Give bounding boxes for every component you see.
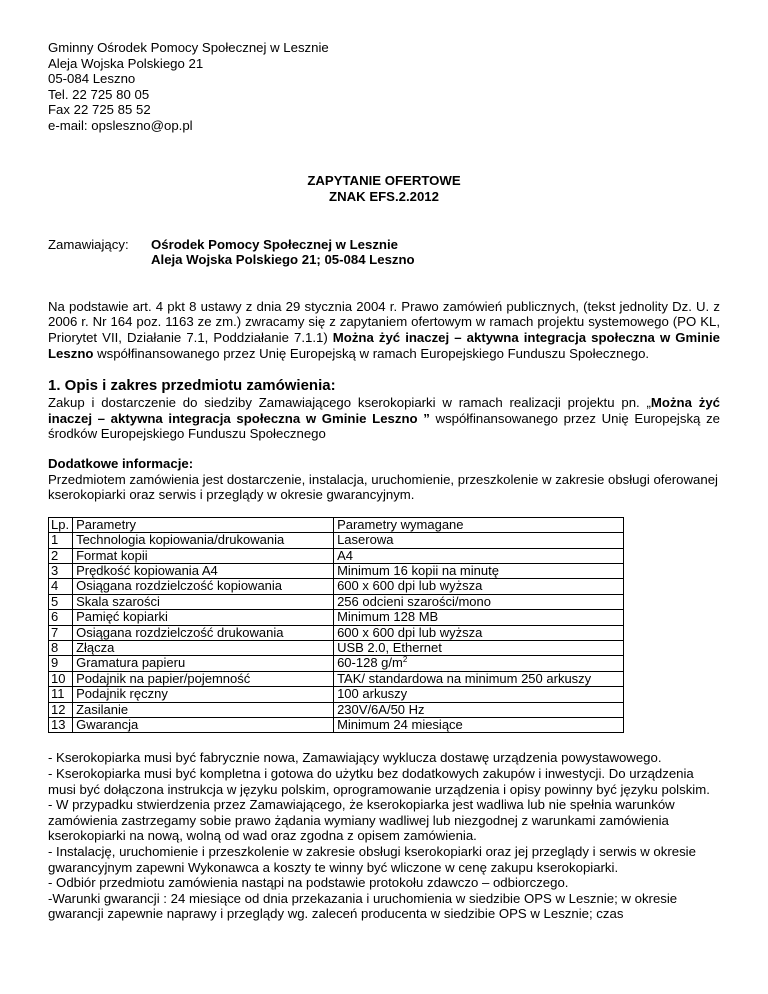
orderer-label: Zamawiający:: [48, 236, 129, 252]
orderer-address: Aleja Wojska Polskiego 21; 05-084 Leszno: [151, 252, 415, 268]
note-item: - Kserokopiarka musi być fabrycznie nowa, Zamawiający wyklucza dostawę urządzenia powystawowego.: [48, 750, 662, 766]
table-row: [49, 533, 624, 548]
parameter-name: Prędkość kopiowania A4: [73, 563, 334, 578]
note-item: -Warunki gwarancji : 24 miesiące od dnia przekazania i uruchomienia w siedzibie OPS w Lesznie; w okresie gwarancji zapewnie naprawy i przeglądy wg. zaleceń producenta w siedzibie OPS w Lesznie; czas: [48, 890, 678, 922]
note-item: - Kserokopiarka musi być kompletna i gotowa do użytku bez dodatkowych zakupów i inwestycji. Do urządzenia musi być dołączona instrukcja w języku polskim, oprogramowanie urządzenia i opisy powinny być języku polskim.: [48, 765, 710, 797]
row-number: 6: [49, 610, 73, 625]
section-1-text: Zakup i dostarczenie do siedziby Zamawiającego kserokopiarki w ramach realizacji projektu pn. „: [48, 395, 651, 411]
parameter-name: Pamięć kopiarki: [73, 610, 334, 625]
parameter-name: Format kopii: [73, 548, 334, 563]
table-row: [49, 610, 624, 625]
sender-address-block: [48, 40, 720, 134]
parameter-name: Gwarancja: [73, 717, 334, 732]
additional-info-heading: Dodatkowe informacje:: [48, 455, 194, 471]
title-line: ZAPYTANIE OFERTOWE: [307, 172, 461, 188]
row-number: 4: [49, 579, 73, 594]
squared-superscript: 2: [402, 655, 408, 665]
table-row: [49, 656, 624, 671]
intro-text-end: współfinansowanego przez Unię Europejską w ramach Europejskiego Funduszu Społecznego.: [93, 345, 650, 361]
orderer-block: [48, 237, 720, 268]
intro-paragraph: [48, 299, 720, 361]
parameter-name: Podajnik ręczny: [73, 687, 334, 702]
parameter-value: 230V/6A/50 Hz: [334, 702, 624, 717]
section-1-heading: 1. Opis i zakres przedmiotu zamówienia:: [48, 377, 336, 395]
document-title: [48, 173, 720, 205]
note-item: - W przypadku stwierdzenia przez Zamawiającego, że kserokopiarka jest wadliwa lub nie spełnia warunków zamówienia zastrzegamy sobie prawo żądania wymiany wadliwej lub niezgodnej z warunkami zamówienia kserokopiarki na nową, wolną od wad oraz zgodna z opisem zamówienia.: [48, 797, 675, 844]
table-row: [49, 579, 624, 594]
row-number: 12: [49, 702, 73, 717]
parameter-name: Złącza: [73, 640, 334, 655]
table-row: [49, 625, 624, 640]
sender-postcode: 05-084 Leszno: [48, 71, 136, 87]
header-cell-required: Parametry wymagane: [334, 517, 624, 532]
parameter-name: Podajnik na papier/pojemność: [73, 671, 334, 686]
table-row: [49, 640, 624, 655]
table-row: [49, 671, 624, 686]
row-number: 2: [49, 548, 73, 563]
parameter-value: 256 odcieni szarości/mono: [334, 594, 624, 609]
intro-text: Na podstawie art. 4 pkt 8 ustawy z dnia 29 stycznia 2004 r. Prawo zamówień publicznych, (tekst jednolity Dz. U. z 2006 r. Nr 164 poz. 1163 ze zm.) zwracamy się z zapytaniem ofertowym w ramach projektu systemowego (PO KL, Priorytet VII, Działanie 7.1, Poddziałanie 7.1.1): [48, 298, 720, 345]
parameter-value: 100 arkuszy: [334, 687, 624, 702]
table-row: [49, 717, 624, 732]
row-number: 11: [49, 687, 73, 702]
parameter-value: [334, 656, 624, 671]
parameter-name: Gramatura papieru: [73, 656, 334, 671]
table-row: [49, 548, 624, 563]
header-cell-parameter: Parametry: [73, 517, 334, 532]
additional-info-text: Przedmiotem zamówienia jest dostarczenie, instalacja, uruchomienie, przeszkolenie w zakresie obsługi oferowanej kserokopiarki oraz serwis i przeglądy w okresie gwarancyjnym.: [48, 471, 718, 503]
section-1-project-name: Można żyć inaczej – aktywna integracja społeczna w Gminie Leszno ”: [48, 395, 721, 426]
intro-project-name: Można żyć inaczej – aktywna integracja społeczna w Gminie Leszno: [48, 329, 720, 361]
parameter-name: Skala szarości: [73, 594, 334, 609]
orderer-name: Ośrodek Pomocy Społecznej w Lesznie: [151, 236, 398, 252]
note-item: - Odbiór przedmiotu zamówienia nastąpi na podstawie protokołu zdawczo – odbiorczego.: [48, 875, 569, 891]
parameter-value: 600 x 600 dpi lub wyższa: [334, 625, 624, 640]
orderer-details: [151, 237, 415, 268]
reference-number: ZNAK EFS.2.2012: [329, 188, 439, 204]
table-row: [49, 702, 624, 717]
parameter-value: USB 2.0, Ethernet: [334, 640, 624, 655]
parameter-value: Minimum 128 MB: [334, 610, 624, 625]
row-number: 3: [49, 563, 73, 578]
note-item: - Instalację, uruchomienie i przeszkolenie w zakresie obsługi kserokopiarki oraz jej przeglądy i serwis w okresie gwarancyjnym zapewni Wykonawca a koszty te winny być wliczone w cenę zakupu kserokopiarki.: [48, 843, 696, 875]
header-cell-lp: Lp.: [49, 517, 73, 532]
parameter-name: Technologia kopiowania/drukowania: [73, 533, 334, 548]
parameter-value: Minimum 16 kopii na minutę: [334, 563, 624, 578]
parameter-value: A4: [334, 548, 624, 563]
table-row: [49, 563, 624, 578]
parameters-table: [48, 517, 624, 734]
document-page: [48, 40, 720, 922]
paper-weight-value: 60-128 g/m: [337, 655, 403, 671]
row-number: 5: [49, 594, 73, 609]
parameter-value: Laserowa: [334, 533, 624, 548]
table-row: [49, 594, 624, 609]
row-number: 13: [49, 717, 73, 732]
table-row: [49, 687, 624, 702]
parameter-value: 600 x 600 dpi lub wyższa: [334, 579, 624, 594]
requirements-notes: [48, 750, 720, 922]
parameter-name: Zasilanie: [73, 702, 334, 717]
sender-phone: Tel. 22 725 80 05: [48, 86, 150, 102]
row-number: 8: [49, 640, 73, 655]
table-header-row: [49, 517, 624, 532]
parameter-name: Osiągana rozdzielczość kopiowania: [73, 579, 334, 594]
section-1-body: [48, 395, 720, 442]
row-number: 1: [49, 533, 73, 548]
parameter-name: Osiągana rozdzielczość drukowania: [73, 625, 334, 640]
sender-street: Aleja Wojska Polskiego 21: [48, 55, 204, 71]
sender-email: e-mail: opsleszno@op.pl: [48, 117, 193, 133]
parameter-value: Minimum 24 miesiące: [334, 717, 624, 732]
row-number: 10: [49, 671, 73, 686]
row-number: 7: [49, 625, 73, 640]
row-number: 9: [49, 656, 73, 671]
parameter-value: TAK/ standardowa na minimum 250 arkuszy: [334, 671, 624, 686]
sender-name: Gminny Ośrodek Pomocy Społecznej w Lesznie: [48, 40, 329, 55]
sender-fax: Fax 22 725 85 52: [48, 102, 151, 118]
section-1-text-end: współfinansowanego przez Unię Europejską ze środków Europejskiego Funduszu Społecznego: [48, 410, 720, 442]
